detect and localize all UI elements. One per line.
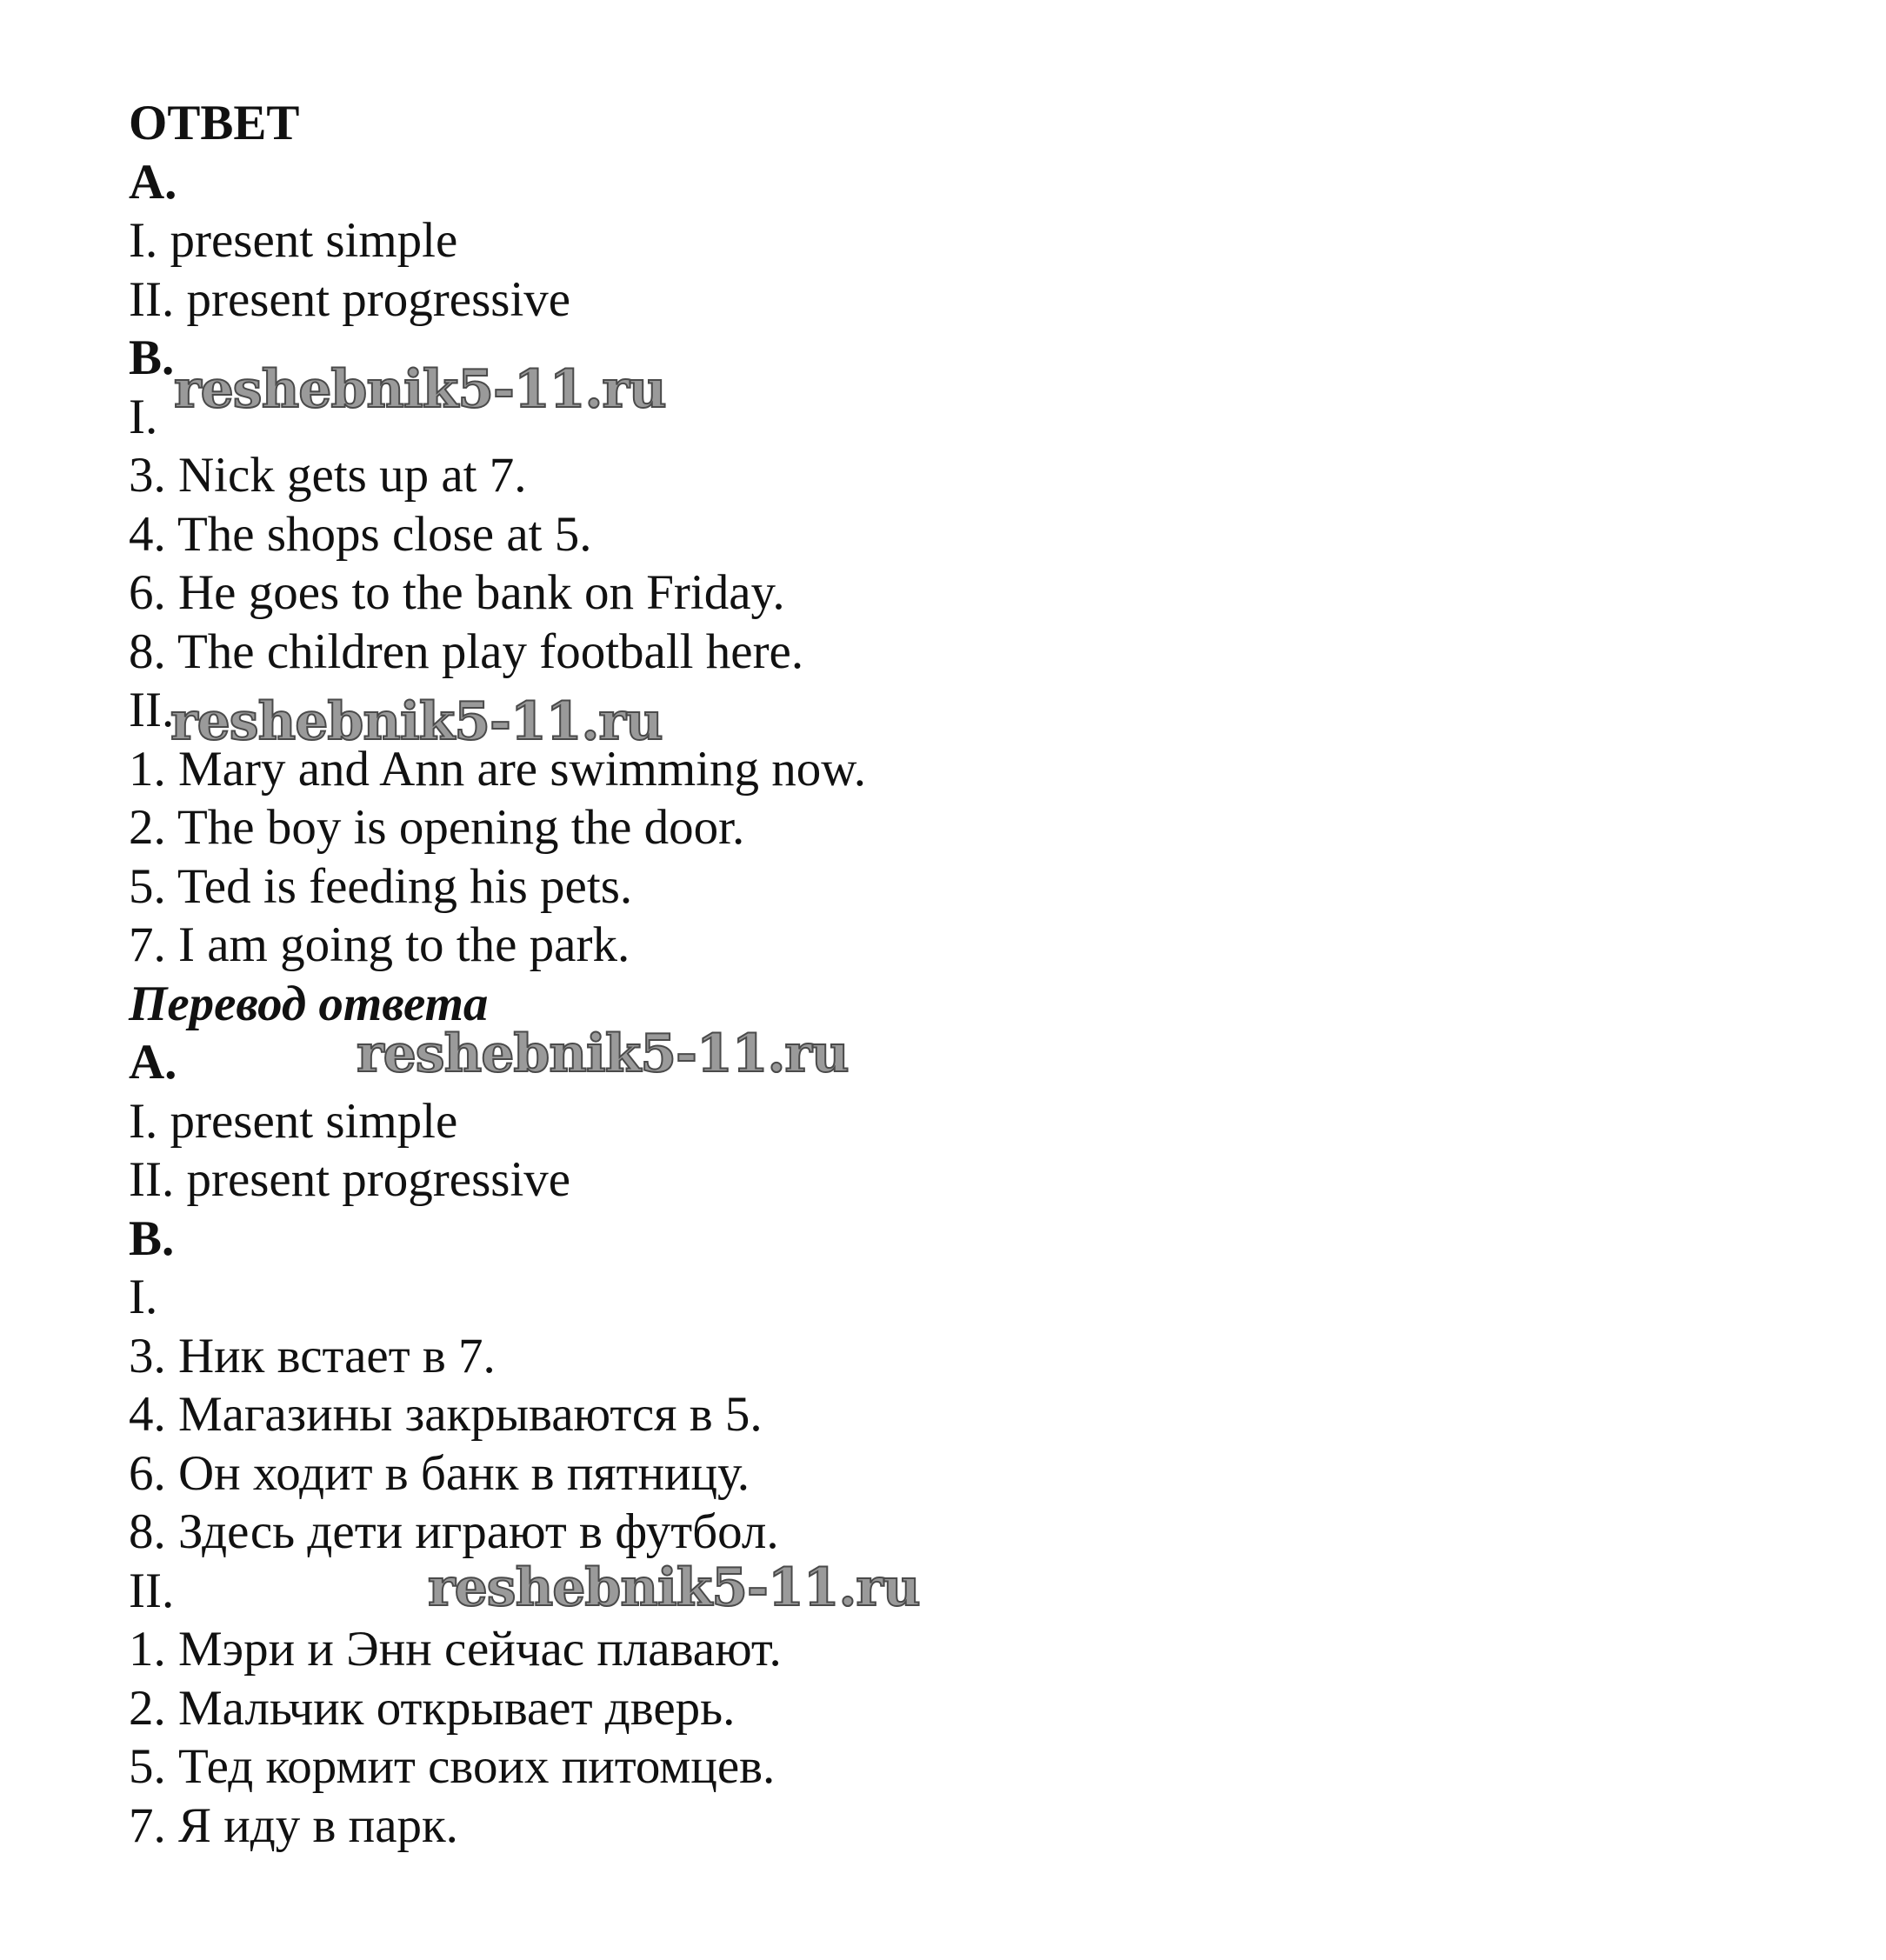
translation-line: I. present simple [129, 1093, 458, 1149]
answer-line: 2. The boy is opening the door. [129, 800, 745, 855]
translation-line: 3. Ник встает в 7. [129, 1328, 496, 1383]
watermark: reshebnik5-11.ru [174, 359, 666, 420]
subsection-label: II. [129, 1563, 175, 1618]
subsection-label: I. [129, 389, 158, 444]
answer-line: 5. Ted is feeding his pets. [129, 858, 633, 914]
subsection-label: I. [129, 1270, 158, 1324]
answer-line: II. present progressive [129, 271, 571, 327]
answer-line: 1. Mary and Ann are swimming now. [129, 741, 867, 797]
translation-line: 4. Магазины закрываются в 5. [129, 1387, 763, 1442]
watermark: reshebnik5-11.ru [170, 691, 663, 752]
watermark: reshebnik5-11.ru [428, 1557, 920, 1618]
answer-line: 8. The children play football here. [129, 623, 804, 679]
document-body [129, 94, 1781, 1855]
section-a-label: A. [129, 1035, 177, 1090]
translation-line: 2. Мальчик открывает дверь. [129, 1680, 736, 1736]
answer-line: 7. I am going to the park. [129, 917, 630, 972]
section-b-label: B. [129, 1210, 175, 1266]
translation-heading: Перевод ответа [129, 976, 489, 1031]
translation-line: 8. Здесь дети играют в футбол. [129, 1504, 779, 1559]
translation-line: 7. Я иду в парк. [129, 1797, 458, 1853]
subsection-label: II. [129, 683, 175, 737]
translation-line: II. present progressive [129, 1152, 571, 1207]
answer-line: 4. The shops close at 5. [129, 506, 592, 562]
translation-line: 5. Тед кормит своих питомцев. [129, 1739, 776, 1794]
section-b-label: B. [129, 330, 175, 385]
translation-line: 6. Он ходит в банк в пятницу. [129, 1445, 750, 1501]
answer-line: 3. Nick gets up at 7. [129, 448, 527, 503]
answer-line: I. present simple [129, 213, 458, 268]
answer-line: 6. He goes to the bank on Friday. [129, 565, 785, 620]
answer-heading: ОТВЕТ [129, 96, 300, 150]
translation-line: 1. Мэри и Энн сейчас плавают. [129, 1622, 782, 1677]
section-a-label: A. [129, 154, 177, 210]
watermark: reshebnik5-11.ru [357, 1023, 849, 1084]
